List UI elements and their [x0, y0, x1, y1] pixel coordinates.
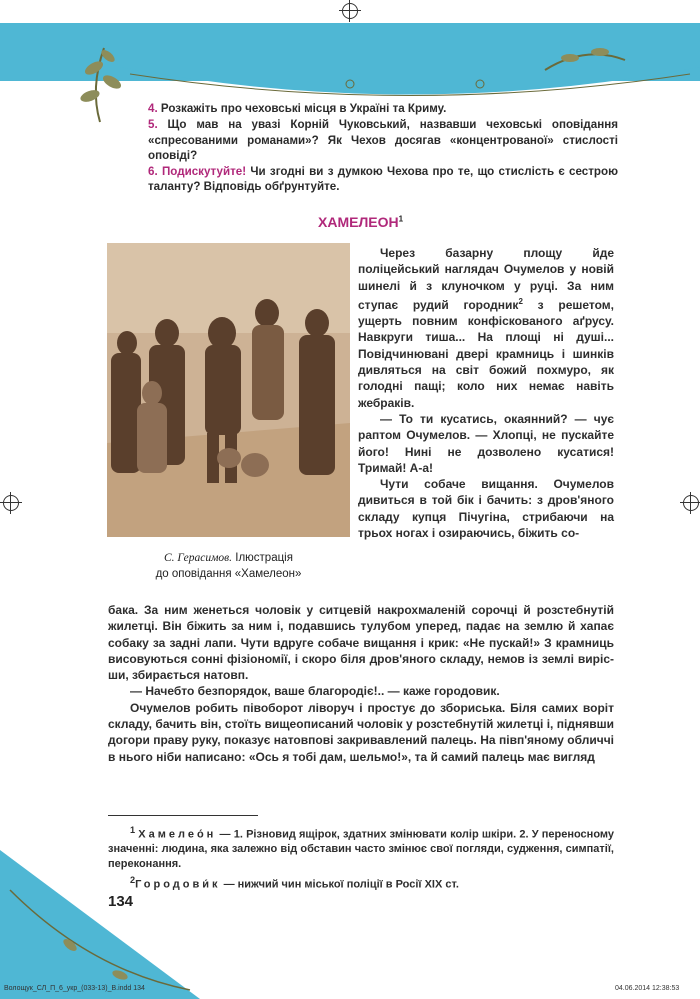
paragraph: бака. За ним женеться чоловік у ситцевій накрохмаленій сорочці й розстебнутій жилетці. Він біжить за ним і, подавшись тулубом уперед, падає на землю й хапає собаку за задні лапи. Чути вдруге собаче вищання і крик: «Не пускай!» З крамниць висовуються сонні фізіономії, і скоро біля дров'яного складу, немов із землі вирісши, збирається натовп.: [108, 603, 614, 683]
paragraph: Очумелов робить півоборот ліворуч і простує до збориська. Біля самих воріт складу, бачить він, стоїть вищеописаний чоловік у розстебнутій жилетці і, піднявши догори праву руку, показує натовпові закривавлений палець. На півп'яному обличчі в нього ніби написано: «Ось я тобі дам, шельмо!», та й самий палець має вигляд: [108, 700, 614, 764]
floral-ornament-left: [60, 38, 140, 124]
illustration: [107, 243, 350, 537]
question-item: 5. Що мав на увазі Корній Чуковський, назвавши чеховські оповідання «спресованими романами»? Як Чехов досягав «концентрованої» стислості оповіді?: [148, 118, 618, 162]
illustration-scene: [107, 243, 350, 537]
caption-author: С. Герасимов.: [164, 552, 233, 564]
footnote: $^2$Городови́к — нижчий чин міської поліції в Росії XIX ст.: [130, 875, 459, 891]
question-item: 4. Розкажіть про чеховські місця в Україні та Криму.: [148, 102, 447, 115]
story-text-main: [108, 602, 614, 765]
paragraph: — Начебто безпорядок, ваше благородіє!.. — каже городовик.: [130, 684, 500, 699]
footnote: $^1$ Хамелео́н — 1. Різновид ящірок, здатних змінювати колір шкіри. 2. У переносному значенні: людина, яка залежно від обставин часто змінює свої погляди, судження, симпатії, переконання.: [108, 825, 615, 870]
crop-mark-right: [683, 495, 699, 511]
questions-block: [148, 101, 618, 196]
question-item: 6. Подискутуйте! Чи згодні ви з думкою Чехова про те, що стислість є сестрою таланту? Відповідь обґрунтуйте.: [148, 165, 618, 194]
paragraph: Чути собаче вищання. Очумелов дивиться в той бік і бачить: з дров'яного складу купця Пічугіна, стрибаючи на трьох ногах і озираючись, біжить со-: [358, 477, 614, 541]
paragraph: — То ти кусатись, окаянний? — чує раптом Очумелов. — Хлопці, не пускайте його! Нині не дозволено кусатися! Тримай! А-а!: [358, 411, 614, 475]
crop-mark-top: [342, 3, 358, 19]
page-number: 134: [108, 893, 134, 910]
footnote-divider: [108, 815, 258, 816]
story-text-right-column: [358, 245, 614, 541]
print-slug: Волощук_СЛ_П_6_укр_(033-13)_В.indd 134 04.06.2014 12:38:53: [4, 985, 680, 992]
paragraph: Через базарну площу йде поліцейський наглядач Очумелов у новій шинелі й з клуночком у руці. За ним ступає рудий городник$^2$ з решетом, ущерть повним конфіскованого аґрусу. Навкруги тиша... На площі ні душі... Повідчинювані двері крамниць і шинків дивляться на світ божий похмуро, як голодні пащі; коло них немає навіть жебраків.: [358, 246, 614, 410]
illustration-caption: С. Герасимов. Ілюстрація до оповідання «Хамелеон»: [155, 552, 302, 580]
crop-mark-left: [3, 495, 19, 511]
corner-decoration: [0, 850, 200, 999]
floral-ornament-right: [540, 40, 630, 80]
story-title: ХАМЕЛЕОН$^1$: [318, 214, 404, 230]
